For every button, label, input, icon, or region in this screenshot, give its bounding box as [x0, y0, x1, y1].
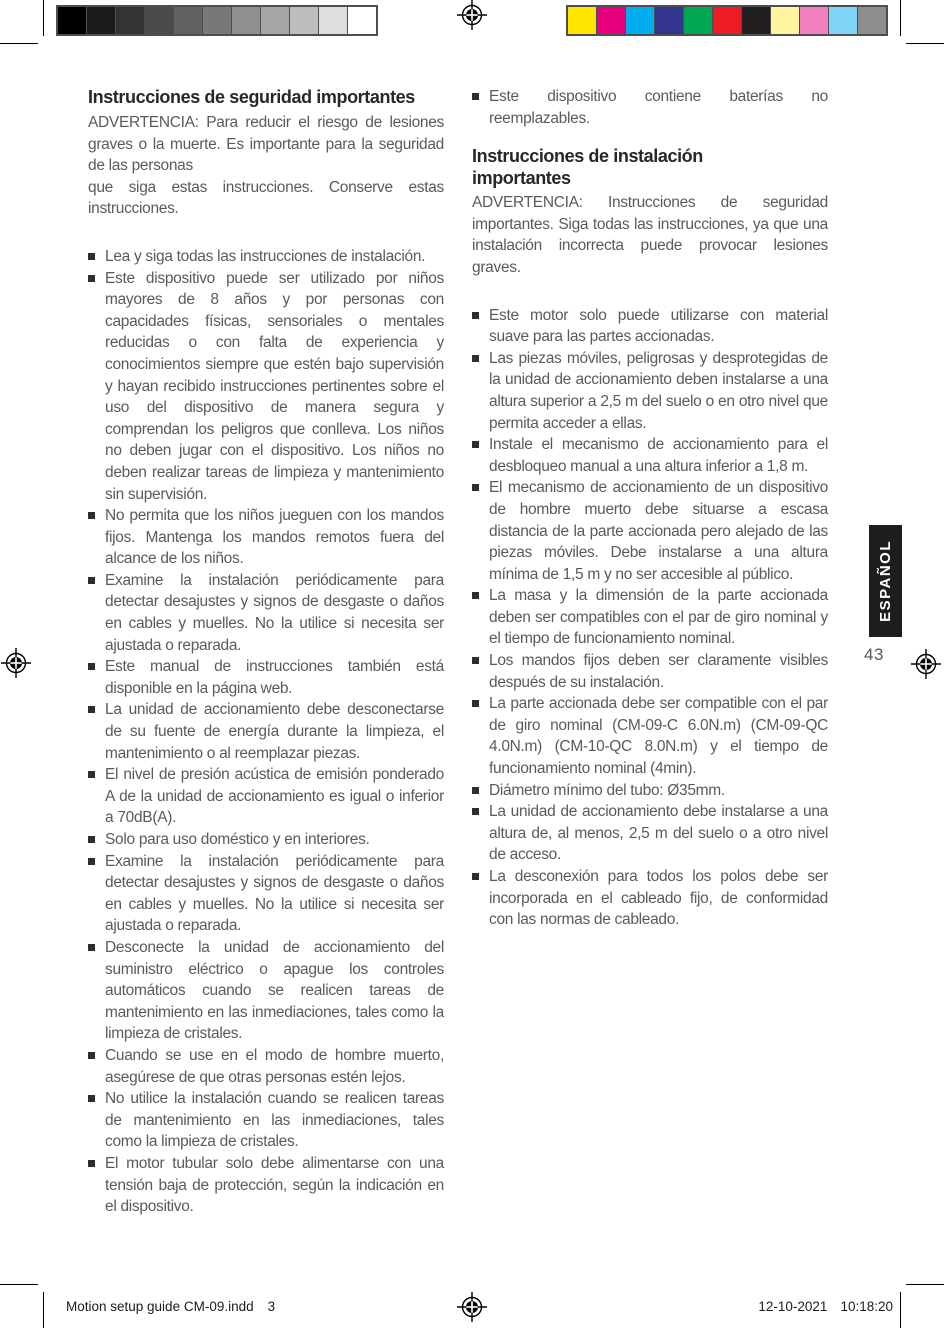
bullet-text: La parte accionada debe ser compatible con el par de giro nominal (CM-09-C 6.0N.m) (CM-09-QC 4.0N.m) (CM-10-QC 8.0N.m) y el tiempo de funcionamiento nominal (4min). [489, 695, 828, 778]
right-text-column [472, 86, 828, 931]
bullet-square-icon [88, 771, 95, 778]
bullet-square-icon [472, 808, 479, 815]
bullet-text: Diámetro mínimo del tubo: Ø35mm. [489, 781, 725, 799]
footer-date: 12-10-2021 [758, 1299, 828, 1314]
registration-mark-icon [457, 0, 487, 30]
crop-mark [43, 0, 44, 36]
footer-timestamp [758, 1299, 893, 1314]
calibration-swatch [232, 7, 260, 34]
list-item [88, 829, 444, 851]
bullet-square-icon [88, 1052, 95, 1059]
bullet-text: Lea y siga todas las instrucciones de instalación. [105, 247, 426, 265]
calibration-swatch [858, 7, 886, 34]
bullet-square-icon [88, 858, 95, 865]
list-item [472, 801, 828, 866]
calibration-swatch [684, 7, 712, 34]
bullet-square-icon [472, 441, 479, 448]
calibration-swatch [319, 7, 347, 34]
bullet-square-icon [472, 873, 479, 880]
registration-mark-icon [457, 1292, 487, 1322]
bullet-text: Los mandos fijos deben ser claramente visibles después de su instalación. [489, 652, 828, 691]
bullet-square-icon [472, 312, 479, 319]
crop-mark [0, 43, 38, 44]
bullet-square-icon [88, 836, 95, 843]
bullet-text: Este manual de instrucciones también está disponible en la página web. [105, 658, 444, 697]
color-calibration-bar [566, 5, 888, 36]
warning-paragraph: ADVERTENCIA: Para reducir el riesgo de lesiones graves o la muerte. Es importante para la seguridad de las personas [88, 114, 444, 175]
list-item [88, 1153, 444, 1218]
list-item [88, 699, 444, 764]
calibration-swatch [145, 7, 173, 34]
list-item [472, 650, 828, 693]
calibration-swatch [713, 7, 741, 34]
footer-file-name: Motion setup guide CM-09.indd [66, 1299, 254, 1314]
safety-bullet-list [88, 246, 444, 1218]
calibration-swatch [800, 7, 828, 34]
bullet-text: Desconecte la unidad de accionamiento del suministro eléctrico o apague los controles automáticos cuando se realicen tareas de mantenimiento en las inmediaciones, tales como la limpieza de cristales. [105, 938, 444, 1043]
list-item [472, 780, 828, 802]
list-item [88, 1088, 444, 1153]
bullet-square-icon [472, 787, 479, 794]
list-item [472, 477, 828, 585]
bullet-text: Este motor solo puede utilizarse con material suave para las partes accionadas. [489, 306, 828, 346]
bullet-text: El mecanismo de accionamiento de un dispositivo de hombre muerto debe situarse a escasa distancia de la parte accionada pero alejado de las piezas móviles. Debe instalarse a una altura mínima de 1,5 m y no ser accesible al público. [489, 479, 828, 583]
calibration-swatch [174, 7, 202, 34]
calibration-swatch [742, 7, 770, 34]
bullet-square-icon [88, 1095, 95, 1102]
bullet-text: Las piezas móviles, peligrosas y desprotegidas de la unidad de accionamiento deben instalarse a una altura superior a 2,5 m del suelo o en otro nivel que permita acceder a ellas. [489, 349, 828, 432]
calibration-swatch [290, 7, 318, 34]
calibration-swatch [568, 7, 596, 34]
calibration-swatch [58, 7, 86, 34]
list-item [472, 585, 828, 650]
bullet-square-icon [88, 253, 95, 260]
crop-mark [906, 43, 944, 44]
footer-file-info [66, 1299, 275, 1314]
section-heading-safety: Instrucciones de seguridad importantes [88, 87, 415, 107]
calibration-swatch [348, 7, 376, 34]
bullet-text: Cuando se use en el modo de hombre muerto, asegúrese de que otras personas estén lejos. [105, 1046, 444, 1086]
bullet-text: No permita que los niños jueguen con los mandos fijos. Mantenga los mandos remotos fuera del alcance de los niños. [105, 507, 444, 568]
bullet-text: Solo para uso doméstico y en interiores. [105, 831, 370, 848]
calibration-swatch [261, 7, 289, 34]
bullet-text: La unidad de accionamiento debe desconectarse de su fuente de energía durante la limpieza, el mantenimiento o al reemplazar piezas. [105, 701, 444, 762]
crop-mark [0, 1284, 38, 1285]
list-item [472, 348, 828, 434]
list-item [88, 570, 444, 656]
bullet-text: Examine la instalación periódicamente para detectar desajustes y signos de desgaste o daños en cables y muelles. No la utilice si necesita ser ajustada o reparada. [105, 571, 444, 654]
bullet-text: El nivel de presión acústica de emisión ponderado A de la unidad de accionamiento es igual o inferior a 70dB(A). [105, 766, 444, 827]
bullet-text: La masa y la dimensión de la parte accionada deben ser compatibles con el par de giro nominal y el tiempo de funcionamiento nominal. [489, 587, 828, 648]
calibration-swatch [116, 7, 144, 34]
list-item [88, 1045, 444, 1088]
bullet-text: El motor tubular solo debe alimentarse con una tensión baja de protección, según la indicación en el dispositivo. [105, 1154, 444, 1216]
list-item [472, 866, 828, 931]
list-item [472, 86, 828, 129]
crop-mark [43, 1292, 44, 1328]
bullet-text: Examine la instalación periódicamente para detectar desajustes y signos de desgaste o daños en cables y muelles. No la utilice si necesita ser ajustada o reparada. [105, 852, 444, 935]
bullet-square-icon [88, 663, 95, 670]
registration-mark-icon [911, 649, 941, 679]
language-tab [869, 525, 902, 637]
calibration-swatch [829, 7, 857, 34]
calibration-swatch [771, 7, 799, 34]
list-item [472, 693, 828, 779]
footer-time: 10:18:20 [840, 1299, 893, 1314]
bullet-square-icon [88, 512, 95, 519]
bullet-text: La unidad de accionamiento debe instalarse a una altura de, al menos, 2,5 m del suelo o a otro nivel de acceso. [489, 803, 828, 864]
bullet-text: No utilice la instalación cuando se realicen tareas de mantenimiento en las inmediaciones, tales como la limpieza de cristales. [105, 1090, 444, 1151]
grayscale-calibration-bar [56, 5, 378, 36]
safety-bullet-list-continued [472, 86, 828, 129]
bullet-square-icon [472, 355, 479, 362]
warning-paragraph: que siga estas instrucciones. Conserve estas instrucciones. [88, 178, 444, 218]
section-heading-installation: Instrucciones de instalación importantes [472, 146, 703, 189]
bullet-square-icon [472, 484, 479, 491]
bullet-square-icon [472, 700, 479, 707]
list-item [88, 246, 444, 268]
bullet-square-icon [472, 592, 479, 599]
calibration-swatch [597, 7, 625, 34]
calibration-swatch [87, 7, 115, 34]
left-text-column [88, 86, 444, 1218]
bullet-square-icon [88, 577, 95, 584]
list-item [88, 656, 444, 699]
list-item [88, 268, 444, 506]
list-item [88, 505, 444, 570]
crop-mark [900, 0, 901, 36]
list-item [472, 305, 828, 348]
bullet-square-icon [88, 706, 95, 713]
calibration-swatch [655, 7, 683, 34]
list-item [472, 434, 828, 477]
bullet-square-icon [88, 1160, 95, 1167]
bullet-text: Este dispositivo contiene baterías no reemplazables. [489, 88, 828, 127]
installation-bullet-list [472, 305, 828, 931]
bullet-text: La desconexión para todos los polos debe ser incorporada en el cableado fijo, de conformidad con las normas de cableado. [489, 868, 828, 929]
crop-mark [906, 1284, 944, 1285]
language-tab-label: ESPAÑOL [877, 540, 894, 622]
list-item [88, 764, 444, 829]
bullet-square-icon [472, 93, 479, 100]
list-item [88, 851, 444, 937]
page-number: 43 [864, 645, 884, 664]
bullet-square-icon [88, 944, 95, 951]
crop-mark [900, 1292, 901, 1328]
bullet-square-icon [88, 275, 95, 282]
warning-paragraph: ADVERTENCIA: Instrucciones de seguridad importantes. Siga todas las instrucciones, ya que una instalación incorrecta puede provocar lesiones graves. [472, 194, 828, 276]
bullet-text: Este dispositivo puede ser utilizado por niños mayores de 8 años y por personas con capacidades físicas, sensoriales o mentales reducidas o con falta de experiencia y conocimientos siempre que estén bajo supervisión y hayan recibido instrucciones pertinentes sobre el uso del dispositivo de manera segura y comprendan los peligros que conlleva. Los niños no deben jugar con el dispositivo. Los niños no deben realizar tareas de limpieza y mantenimiento sin supervisión. [105, 269, 444, 503]
calibration-swatch [626, 7, 654, 34]
bullet-square-icon [472, 657, 479, 664]
bullet-text: Instale el mecanismo de accionamiento para el desbloqueo manual a una altura inferior a 1,8 m. [489, 436, 828, 475]
list-item [88, 937, 444, 1045]
calibration-swatch [203, 7, 231, 34]
registration-mark-icon [1, 648, 31, 678]
footer-sheet-number: 3 [267, 1299, 276, 1314]
